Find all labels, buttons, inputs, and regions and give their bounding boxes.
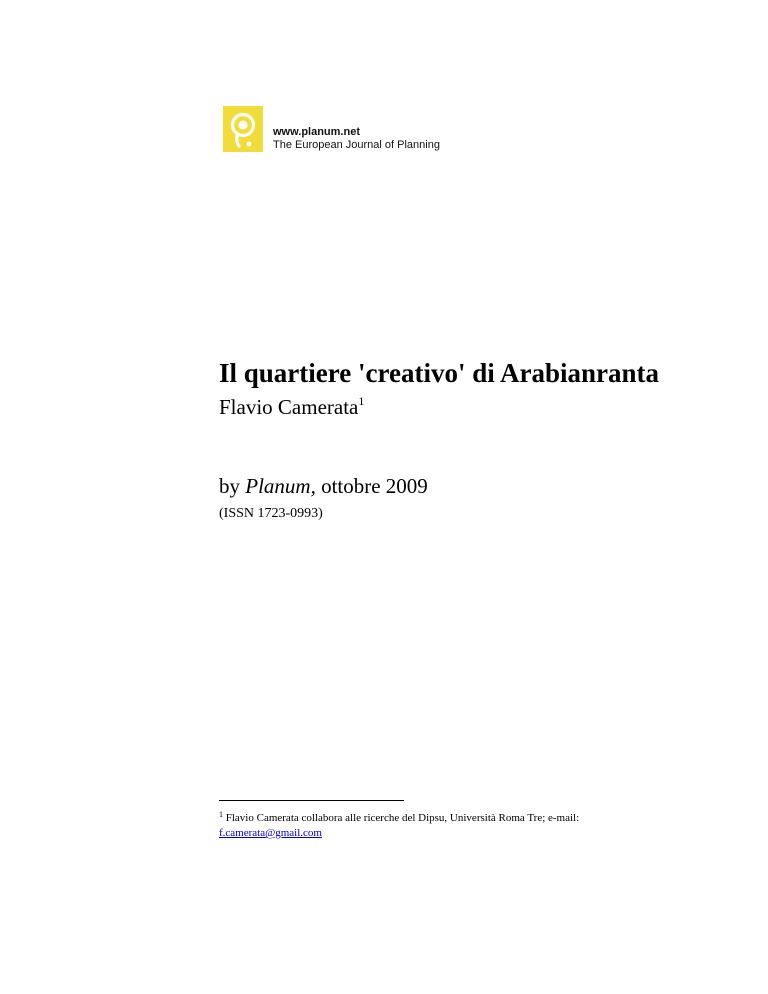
author-footnote-mark[interactable]: 1 xyxy=(358,394,365,408)
site-url[interactable]: www.planum.net xyxy=(273,126,360,138)
planum-logo-icon xyxy=(223,106,263,152)
footnote xyxy=(219,811,649,841)
issn: (ISSN 1723-0993) xyxy=(219,506,323,521)
byline xyxy=(219,474,428,499)
byline-prefix: by xyxy=(219,474,246,498)
publisher-name: Planum, xyxy=(245,474,316,498)
footnote-divider xyxy=(219,800,404,801)
publication-date: ottobre 2009 xyxy=(315,474,428,498)
planum-logo-glyph xyxy=(223,106,263,152)
footnote-text: Flavio Camerata collabora alle ricerche del Dipsu, Università Roma Tre; e-mail: xyxy=(223,812,580,824)
journal-header xyxy=(273,126,440,152)
author-line xyxy=(219,395,364,420)
document-title: Il quartiere 'creativo' di Arabianranta xyxy=(219,358,659,388)
author-name: Flavio Camerata xyxy=(219,395,359,419)
journal-tagline: The European Journal of Planning xyxy=(273,139,440,151)
footnote-mark: 1 xyxy=(219,810,223,819)
email-link[interactable]: f.camerata@gmail.com xyxy=(219,827,322,839)
